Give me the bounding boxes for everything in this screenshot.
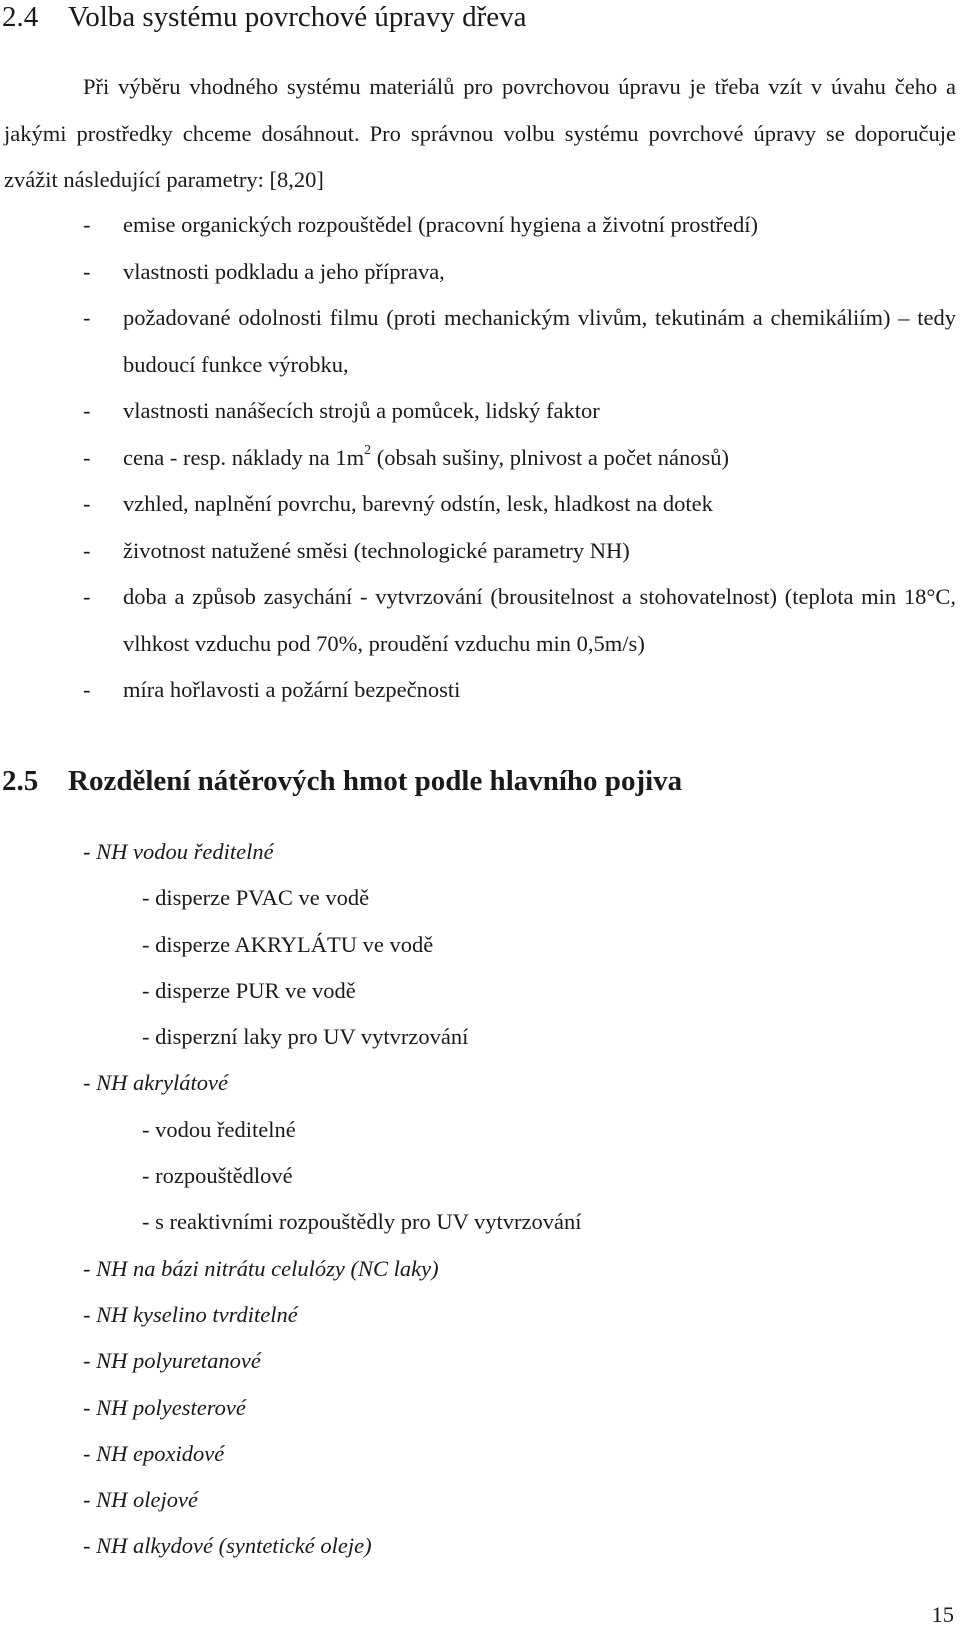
binder-type-label: NH kyselino tvrditelné — [96, 1301, 298, 1327]
intro-paragraph: Při výběru vhodného systému materiálů pro povrchovou úpravu je třeba vzít v úvahu čeho a jakými prostředky chceme dosáhnout. Pro správnou volbu systému povrchové úpravy se doporučuje zvážit následující parametry: [8,20] — [4, 74, 956, 192]
list-item: - doba a způsob zasychání - vytvrzování (brousitelnost a stohovatelnost) (teplota min 18°C, vlhkost vzduchu pod 70%, proudění vzduchu min 0,5m/s) — [83, 584, 956, 656]
list-item: - vzhled, naplnění povrchu, barevný odstín, lesk, hladkost na dotek — [83, 491, 713, 516]
binder-subtype-item: - disperze PVAC ve vodě — [142, 885, 370, 911]
superscript: 2 — [364, 443, 372, 458]
binder-type-label: NH epoxidové — [96, 1440, 225, 1466]
binder-type-item: - NH kyselino tvrditelné — [83, 1301, 298, 1327]
section-number: 2.4 — [2, 1, 39, 33]
binder-type-label: NH akrylátové — [96, 1070, 228, 1096]
binder-type-item: - NH na bázi nitrátu celulózy (NC laky) — [83, 1255, 439, 1281]
binder-type-item: - NH akrylátové — [83, 1070, 228, 1096]
binder-type-item: - NH alkydové (syntetické oleje) — [83, 1533, 372, 1559]
list-item: - životnost natužené směsi (technologické parametry NH) — [83, 537, 630, 563]
list-item: - požadované odolnosti filmu (proti mechanickým vlivům, tekutinám a chemikáliím) – tedy budoucí funkce výrobku, — [83, 305, 956, 377]
section-heading-2-4 — [2, 0, 527, 34]
binder-subtype-item: - disperzní laky pro UV vytvrzování — [142, 1024, 469, 1050]
page-number: 15 — [931, 1602, 954, 1627]
binder-subtype-item: - disperze AKRYLÁTU ve vodě — [142, 931, 434, 957]
binder-type-item: - NH polyuretanové — [83, 1348, 261, 1374]
binder-type-label: NH polyuretanové — [96, 1348, 261, 1374]
binder-type-label: NH olejové — [96, 1487, 198, 1513]
parameter-list — [0, 202, 960, 714]
binder-type-item: - NH olejové — [83, 1487, 198, 1513]
list-item: - vlastnosti nanášecích strojů a pomůcek, lidský faktor — [83, 398, 600, 423]
binder-subtype-item: - vodou ředitelné — [142, 1116, 296, 1142]
binder-type-list — [0, 829, 960, 1570]
binder-type-label: NH alkydové (syntetické oleje) — [96, 1533, 372, 1559]
binder-subtype-item: - rozpouštědlové — [142, 1163, 293, 1189]
list-item: - emise organických rozpouštědel (pracovní hygiena a životní prostředí) — [83, 212, 758, 237]
binder-subtype-item: - s reaktivními rozpouštědly pro UV vytvrzování — [142, 1209, 582, 1235]
binder-type-item: - NH vodou ředitelné — [83, 839, 274, 864]
section-number: 2.5 — [2, 765, 39, 797]
section-heading-2-5 — [2, 764, 682, 798]
list-item: - míra hořlavosti a požární bezpečnosti — [83, 677, 461, 702]
binder-type-item: - NH epoxidové — [83, 1440, 225, 1466]
list-item: - cena - resp. náklady na $1m^2$ (obsah sušiny, plnivost a počet nánosů) — [83, 443, 730, 470]
list-item: - vlastnosti podkladu a jeho příprava, — [83, 258, 445, 284]
binder-type-label: NH na bázi nitrátu celulózy (NC laky) — [96, 1255, 439, 1281]
binder-type-label: NH polyesterové — [96, 1394, 246, 1420]
binder-subtype-item: - disperze PUR ve vodě — [142, 977, 356, 1003]
binder-type-item: - NH polyesterové — [83, 1394, 246, 1420]
section-title: Volba systému povrchové úpravy dřeva — [68, 1, 527, 33]
section-title: Rozdělení nátěrových hmot podle hlavního pojiva — [68, 765, 683, 797]
binder-type-label: NH vodou ředitelné — [96, 839, 274, 864]
